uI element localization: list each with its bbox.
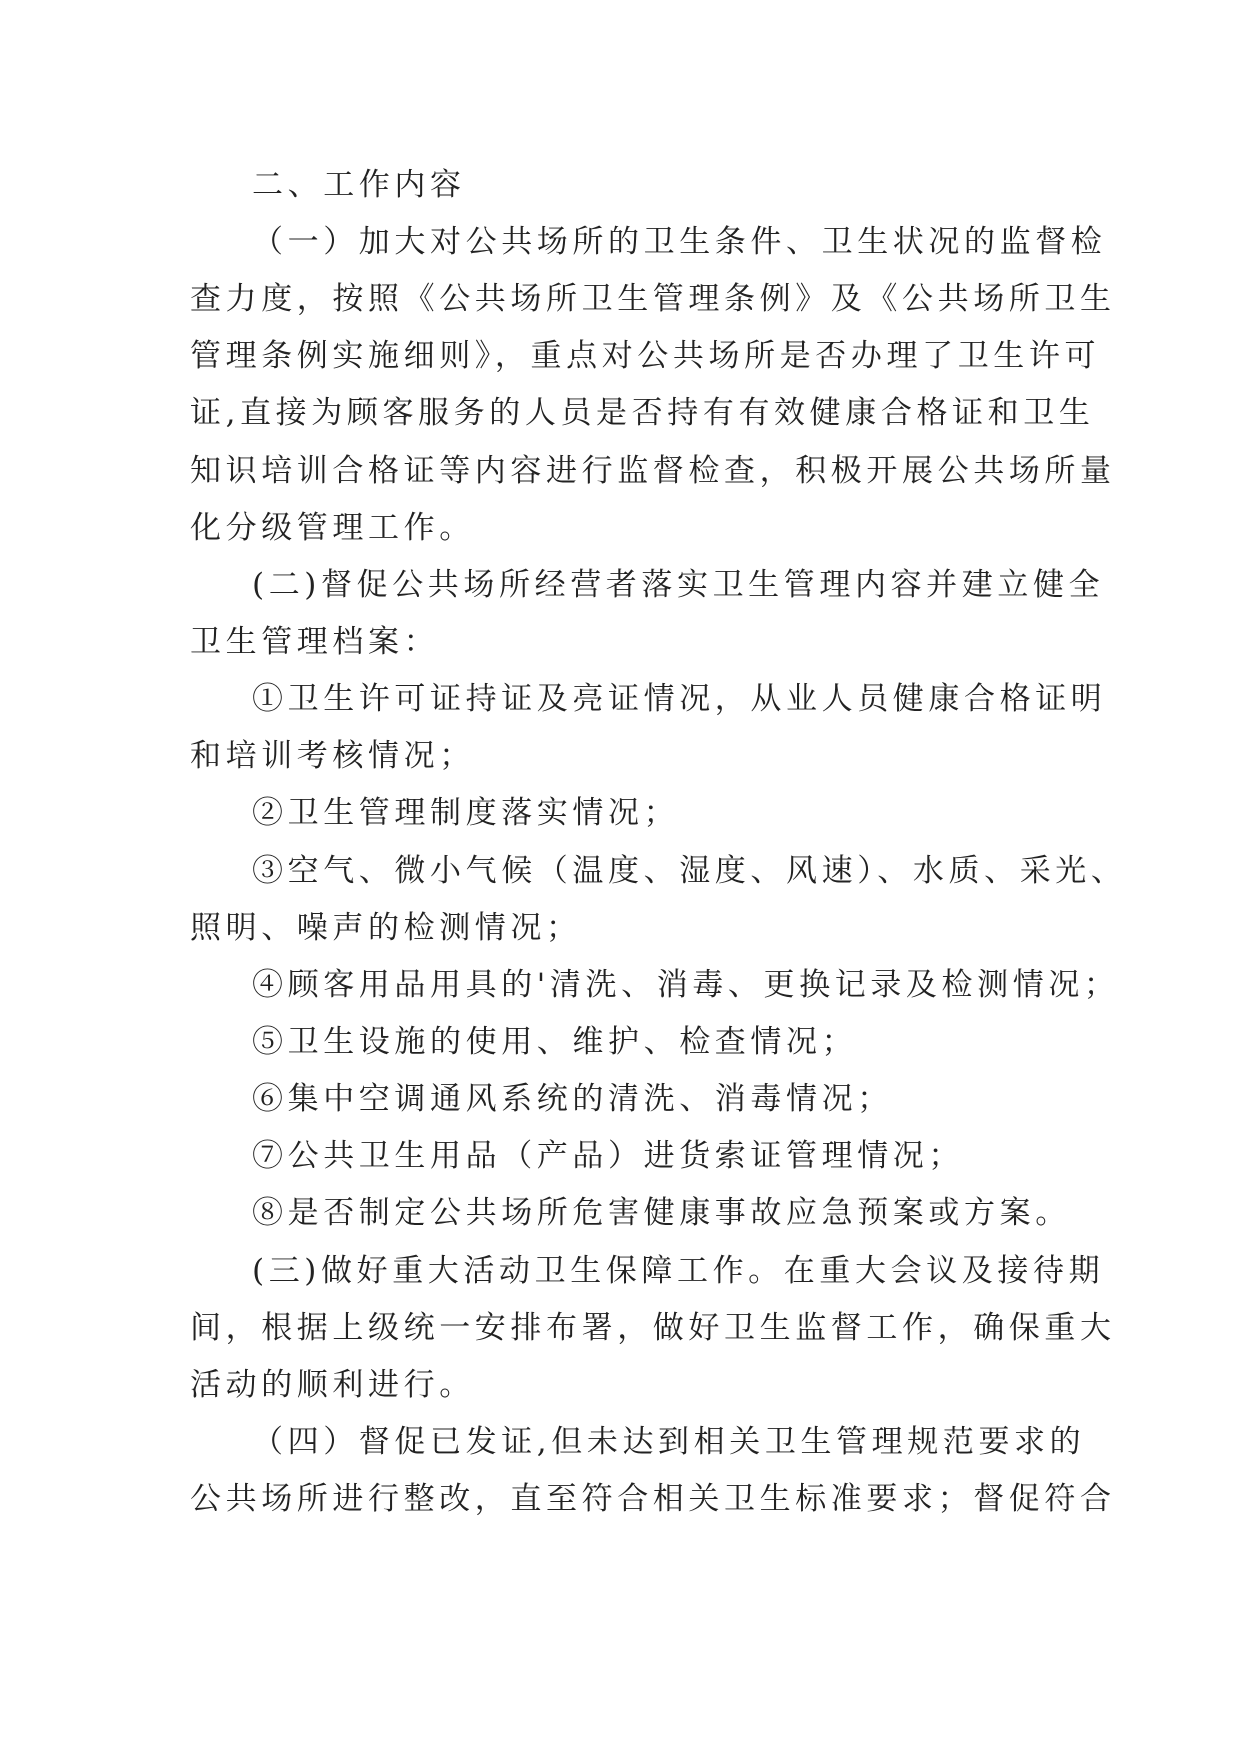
paragraph-line: （一）加大对公共场所的卫生条件、卫生状况的监督检 [252, 224, 1107, 260]
list-item-line: ⑦公共卫生用品（产品）进货索证管理情况； [252, 1138, 964, 1174]
paragraph-line: 化分级管理工作。 [190, 510, 475, 546]
list-item-line: 照明、噪声的检测情况； [190, 910, 582, 946]
paragraph-line: (三)做好重大活动卫生保障工作。在重大会议及接待期 [252, 1253, 1105, 1289]
paragraph-line: 间，根据上级统一安排布署，做好卫生监督工作，确保重大 [190, 1310, 1116, 1346]
paragraph-line: 证,直接为顾客服务的人员是否持有有效健康合格证和卫生 [190, 395, 1095, 431]
list-item-line: ①卫生许可证持证及亮证情况，从业人员健康合格证明 [252, 681, 1107, 717]
paragraph-line: 查力度，按照《公共场所卫生管理条例》及《公共场所卫生 [190, 281, 1116, 317]
list-item-line: ⑥集中空调通风系统的清洗、消毒情况； [252, 1081, 893, 1117]
paragraph-line: 活动的顺利进行。 [190, 1367, 475, 1403]
paragraph-line: 管理条例实施细则》，重点对公共场所是否办理了卫生许可 [190, 338, 1101, 374]
list-item-line: ②卫生管理制度落实情况； [252, 795, 680, 831]
paragraph-line: 卫生管理档案： [190, 624, 440, 660]
paragraph-line: 知识培训合格证等内容进行监督检查，积极开展公共场所量 [190, 453, 1116, 489]
list-item-line: ⑧是否制定公共场所危害健康事故应急预案或方案。 [252, 1195, 1071, 1231]
list-item-line: ⑤卫生设施的使用、维护、检查情况； [252, 1024, 858, 1060]
section-heading: 二、工作内容 [252, 167, 466, 203]
paragraph-line: 公共场所进行整改，直至符合相关卫生标准要求；督促符合 [190, 1481, 1116, 1517]
list-item-line: ④顾客用品用具的'清洗、消毒、更换记录及检测情况； [252, 967, 1120, 1003]
paragraph-line: （四）督促已发证,但未达到相关卫生管理规范要求的 [252, 1424, 1086, 1460]
paragraph-line: (二)督促公共场所经营者落实卫生管理内容并建立健全 [252, 567, 1105, 603]
list-item-line: ③空气、微小气候（温度、湿度、风速）、水质、采光、 [252, 853, 1127, 889]
list-item-line: 和培训考核情况； [190, 738, 475, 774]
